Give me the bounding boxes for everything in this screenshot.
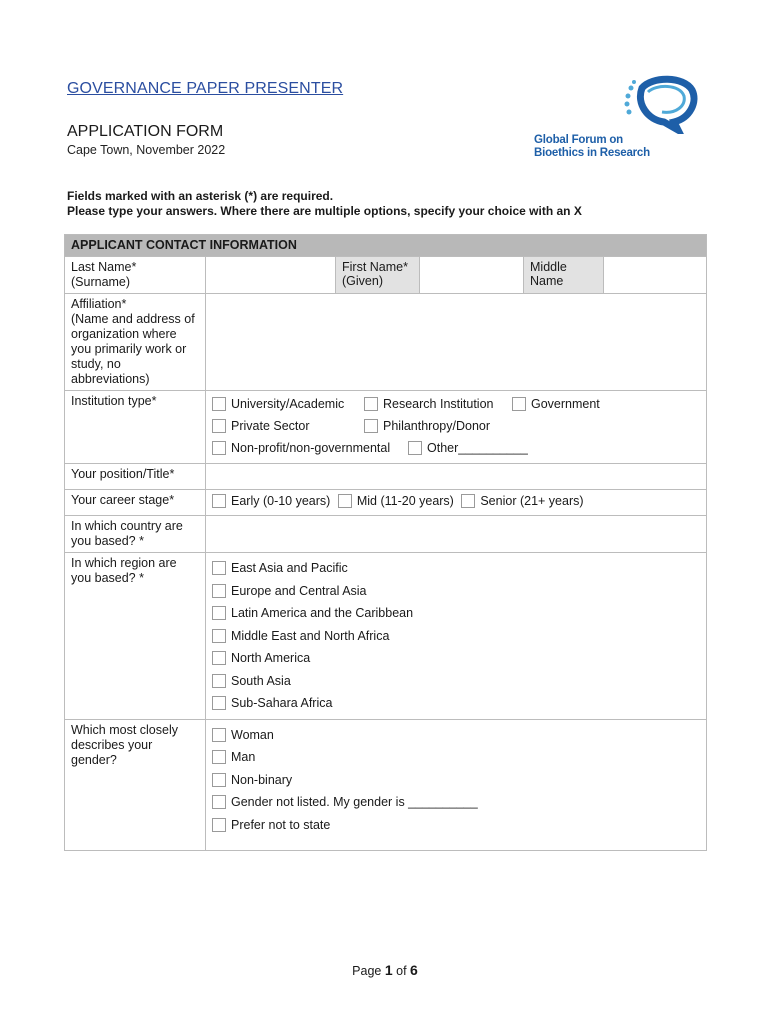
form-title: APPLICATION FORM	[67, 123, 224, 140]
checkbox-icon[interactable]	[212, 441, 226, 455]
checkbox-icon[interactable]	[212, 773, 226, 787]
first-name-label: First Name* (Given)	[336, 257, 420, 294]
checkbox-icon[interactable]	[212, 397, 226, 411]
form-instructions	[67, 189, 582, 219]
option-gender-not-listed[interactable]: Gender not listed. My gender is __________	[212, 795, 478, 809]
checkbox-icon[interactable]	[212, 606, 226, 620]
checkbox-icon[interactable]	[212, 696, 226, 710]
middle-name-label: Middle Name	[524, 257, 604, 294]
checkbox-icon[interactable]	[212, 728, 226, 742]
option-sub-sahara-africa[interactable]: Sub-Sahara Africa	[212, 696, 332, 710]
option-private-sector[interactable]: Private Sector	[212, 419, 364, 433]
option-north-america[interactable]: North America	[212, 651, 310, 665]
institution-type-label: Institution type*	[65, 391, 206, 464]
last-name-field[interactable]	[206, 257, 336, 294]
position-label: Your position/Title*	[65, 464, 206, 490]
option-prefer-not-to-state[interactable]: Prefer not to state	[212, 818, 330, 832]
option-philanthropy[interactable]: Philanthropy/Donor	[364, 419, 490, 433]
applicant-contact-table	[64, 234, 707, 851]
gender-label: Which most closely describes your gender?	[65, 719, 206, 850]
option-mid-career[interactable]: Mid (11-20 years)	[338, 494, 454, 508]
affiliation-field[interactable]	[206, 294, 707, 391]
checkbox-icon[interactable]	[212, 750, 226, 764]
option-latin-america[interactable]: Latin America and the Caribbean	[212, 606, 413, 620]
option-south-asia[interactable]: South Asia	[212, 674, 291, 688]
option-other[interactable]: Other__________	[408, 441, 528, 455]
option-senior-career[interactable]: Senior (21+ years)	[461, 494, 583, 508]
checkbox-icon[interactable]	[212, 584, 226, 598]
career-stage-options	[206, 490, 707, 516]
section-header: APPLICANT CONTACT INFORMATION	[65, 235, 707, 257]
option-early-career[interactable]: Early (0-10 years)	[212, 494, 330, 508]
career-stage-label: Your career stage*	[65, 490, 206, 516]
option-woman[interactable]: Woman	[212, 728, 274, 742]
form-subtitle: Cape Town, November 2022	[67, 143, 226, 157]
page-number: Page 1 of 6	[352, 962, 418, 978]
checkbox-icon[interactable]	[408, 441, 422, 455]
checkbox-icon[interactable]	[212, 651, 226, 665]
option-university[interactable]: University/Academic	[212, 397, 364, 411]
institution-type-options	[206, 391, 707, 464]
gender-options	[206, 719, 707, 850]
logo-line-1: Global Forum on	[534, 134, 623, 146]
checkbox-icon[interactable]	[212, 629, 226, 643]
option-government[interactable]: Government	[512, 397, 600, 411]
total-pages: 6	[410, 962, 418, 978]
speech-bubble-logo-icon	[534, 74, 714, 134]
first-name-field[interactable]	[420, 257, 524, 294]
checkbox-icon[interactable]	[212, 494, 226, 508]
position-field[interactable]	[206, 464, 707, 490]
checkbox-icon[interactable]	[212, 674, 226, 688]
current-page: 1	[384, 962, 393, 978]
country-field[interactable]	[206, 516, 707, 553]
checkbox-icon[interactable]	[212, 419, 226, 433]
affiliation-label: Affiliation* (Name and address of organization where you primarily work or study, no abbreviations)	[65, 294, 206, 391]
checkbox-icon[interactable]	[364, 397, 378, 411]
region-options	[206, 553, 707, 720]
last-name-label: Last Name* (Surname)	[65, 257, 206, 294]
checkbox-icon[interactable]	[461, 494, 475, 508]
option-non-profit[interactable]: Non-profit/non-governmental	[212, 441, 408, 455]
instruction-required: Fields marked with an asterisk (*) are required.	[67, 189, 334, 203]
country-label: In which country are you based? *	[65, 516, 206, 553]
region-label: In which region are you based? *	[65, 553, 206, 720]
logo-wordmark	[534, 134, 650, 160]
checkbox-icon[interactable]	[212, 561, 226, 575]
checkbox-icon[interactable]	[512, 397, 526, 411]
option-man[interactable]: Man	[212, 750, 255, 764]
checkbox-icon[interactable]	[338, 494, 352, 508]
checkbox-icon[interactable]	[212, 795, 226, 809]
option-research-institution[interactable]: Research Institution	[364, 397, 512, 411]
logo-line-2: Bioethics in Research	[534, 147, 650, 159]
middle-name-field[interactable]	[604, 257, 707, 294]
instruction-options: Please type your answers. Where there are multiple options, specify your choice with an X	[67, 204, 582, 218]
option-non-binary[interactable]: Non-binary	[212, 773, 292, 787]
option-middle-east[interactable]: Middle East and North Africa	[212, 629, 389, 643]
option-east-asia-pacific[interactable]: East Asia and Pacific	[212, 561, 348, 575]
gfbr-logo	[534, 74, 714, 164]
option-europe-central-asia[interactable]: Europe and Central Asia	[212, 584, 367, 598]
checkbox-icon[interactable]	[212, 818, 226, 832]
checkbox-icon[interactable]	[364, 419, 378, 433]
page-title: GOVERNANCE PAPER PRESENTER	[67, 80, 344, 97]
